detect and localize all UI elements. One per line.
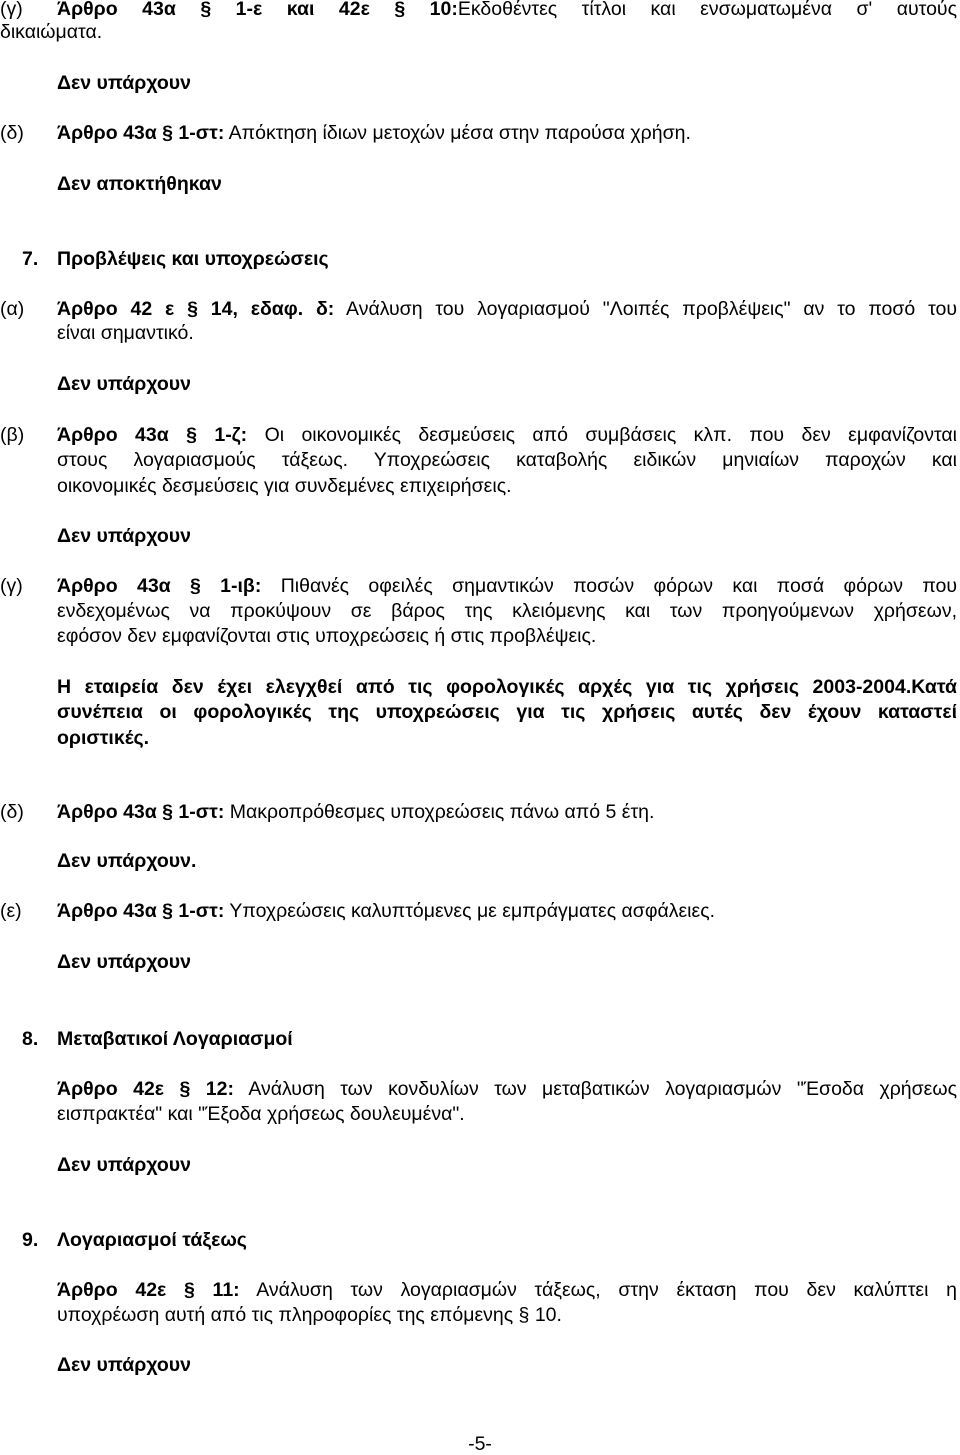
- article-reference: Άρθρο 43α § 1-ε και 42ε § 10:: [57, 0, 458, 20]
- item-g-status: Δεν υπάρχουν: [57, 72, 191, 94]
- article-reference: Άρθρο 43α § 1-στ:: [57, 122, 225, 144]
- article-reference: Άρθρο 42ε § 12:: [57, 1078, 234, 1100]
- item-description: Ανάλυση του λογαριασμού "Λοιπές προβλέψεις" αν το ποσό του: [346, 298, 958, 320]
- section-8-description-line-2: εισπρακτέα" και "Έξοδα χρήσεως δουλευμένα".: [57, 1103, 465, 1125]
- item-d-status: Δεν υπάρχουν.: [57, 850, 197, 872]
- section-title: Μεταβατικοί Λογαριασμοί: [57, 1028, 293, 1050]
- item-g-heading-line: [57, 0, 957, 22]
- item-description: Οι οικονομικές δεσμεύσεις από συμβάσεις κλπ. που δεν εμφανίζονται: [264, 424, 957, 446]
- item-g-description-line-3: εφόσον δεν εμφανίζονται στις υποχρεώσεις ή στις προβλέψεις.: [57, 625, 597, 647]
- section-description: Ανάλυση των κονδυλίων των μεταβατικών λογαριασμών "Έσοδα χρήσεως: [248, 1078, 957, 1100]
- section-9-heading-line: [57, 1278, 957, 1303]
- item-b-description-line-2: στους λογαριασμούς τάξεως. Υποχρεώσεις καταβολής ειδικών μηνιαίων παροχών και: [57, 449, 957, 471]
- item-a-description-line-2: είναι σημαντικό.: [57, 322, 194, 344]
- item-description: Μακροπρόθεσμες υποχρεώσεις πάνω από 5 έτη.: [229, 801, 655, 823]
- item-e-heading-line: [57, 899, 957, 924]
- item-b-status: Δεν υπάρχουν: [57, 525, 191, 547]
- article-reference: Άρθρο 43α § 1-ζ:: [57, 424, 248, 446]
- section-9-description-line-2: υποχρέωση αυτή από τις πληροφορίες της επόμενης § 10.: [57, 1304, 562, 1326]
- item-a-heading-line: [57, 297, 957, 322]
- article-reference: Άρθρο 42ε § 11:: [57, 1279, 240, 1301]
- section-title: Λογαριασμοί τάξεως: [57, 1229, 247, 1251]
- section-description: Ανάλυση των λογαριασμών τάξεως, στην έκταση που δεν καλύπτει η: [256, 1279, 958, 1301]
- item-g-description-line-2: δικαιώματα.: [0, 21, 103, 43]
- item-label-b: (β): [0, 424, 25, 446]
- item-d-heading-line: [57, 121, 957, 146]
- item-label-d: (δ): [0, 801, 24, 823]
- section-8-heading-line: [57, 1077, 957, 1102]
- section-number: 9.: [22, 1229, 39, 1251]
- item-label-a: (α): [0, 298, 25, 320]
- section-title: Προβλέψεις και υποχρεώσεις: [57, 248, 329, 270]
- item-description: Εκδοθέντες τίτλοι και ενσωματωμένα σ' αυτούς: [457, 0, 957, 20]
- article-reference: Άρθρο 43α § 1-ιβ:: [57, 575, 262, 597]
- item-label-g: (γ): [0, 575, 23, 597]
- item-a-status: Δεν υπάρχουν: [57, 373, 191, 395]
- item-label-g: (γ): [0, 0, 23, 20]
- article-reference: Άρθρο 43α § 1-στ:: [57, 801, 225, 823]
- item-d-status: Δεν αποκτήθηκαν: [57, 173, 222, 195]
- item-description: Πιθανές οφειλές σημαντικών ποσών φόρων και ποσά φόρων που: [280, 575, 958, 597]
- tax-audit-note-line-3: οριστικές.: [57, 727, 150, 749]
- item-g-heading-line: [57, 574, 957, 599]
- item-label-d: (δ): [0, 122, 24, 144]
- item-g-description-line-2: ενδεχομένως να προκύψουν σε βάρος της κλειόμενης και των προηγούμενων χρήσεων,: [57, 600, 957, 622]
- section-number: 8.: [22, 1028, 39, 1050]
- page-number: -5-: [468, 1433, 492, 1455]
- item-description: Υποχρεώσεις καλυπτόμενες με εμπράγματες ασφάλειες.: [229, 900, 716, 922]
- item-description: Απόκτηση ίδιων μετοχών μέσα στην παρούσα χρήση.: [228, 122, 691, 144]
- tax-audit-note-line-1: Η εταιρεία δεν έχει ελεγχθεί από τις φορολογικές αρχές για τις χρήσεις 2003-2004.Κατά: [57, 676, 957, 698]
- item-d-heading-line: [57, 800, 957, 825]
- article-reference: Άρθρο 42 ε § 14, εδαφ. δ:: [57, 298, 335, 320]
- item-b-heading-line: [57, 423, 957, 448]
- section-8-status: Δεν υπάρχουν: [57, 1154, 191, 1176]
- tax-audit-note-line-2: συνέπεια οι φορολογικές της υποχρεώσεις για τις χρήσεις αυτές δεν έχουν καταστεί: [57, 701, 957, 723]
- item-b-description-line-3: οικονομικές δεσμεύσεις για συνδεμένες επιχειρήσεις.: [57, 475, 512, 497]
- section-9-status: Δεν υπάρχουν: [57, 1354, 191, 1376]
- item-e-status: Δεν υπάρχουν: [57, 951, 191, 973]
- item-label-e: (ε): [0, 900, 22, 922]
- section-number: 7.: [22, 248, 39, 270]
- article-reference: Άρθρο 43α § 1-στ:: [57, 900, 225, 922]
